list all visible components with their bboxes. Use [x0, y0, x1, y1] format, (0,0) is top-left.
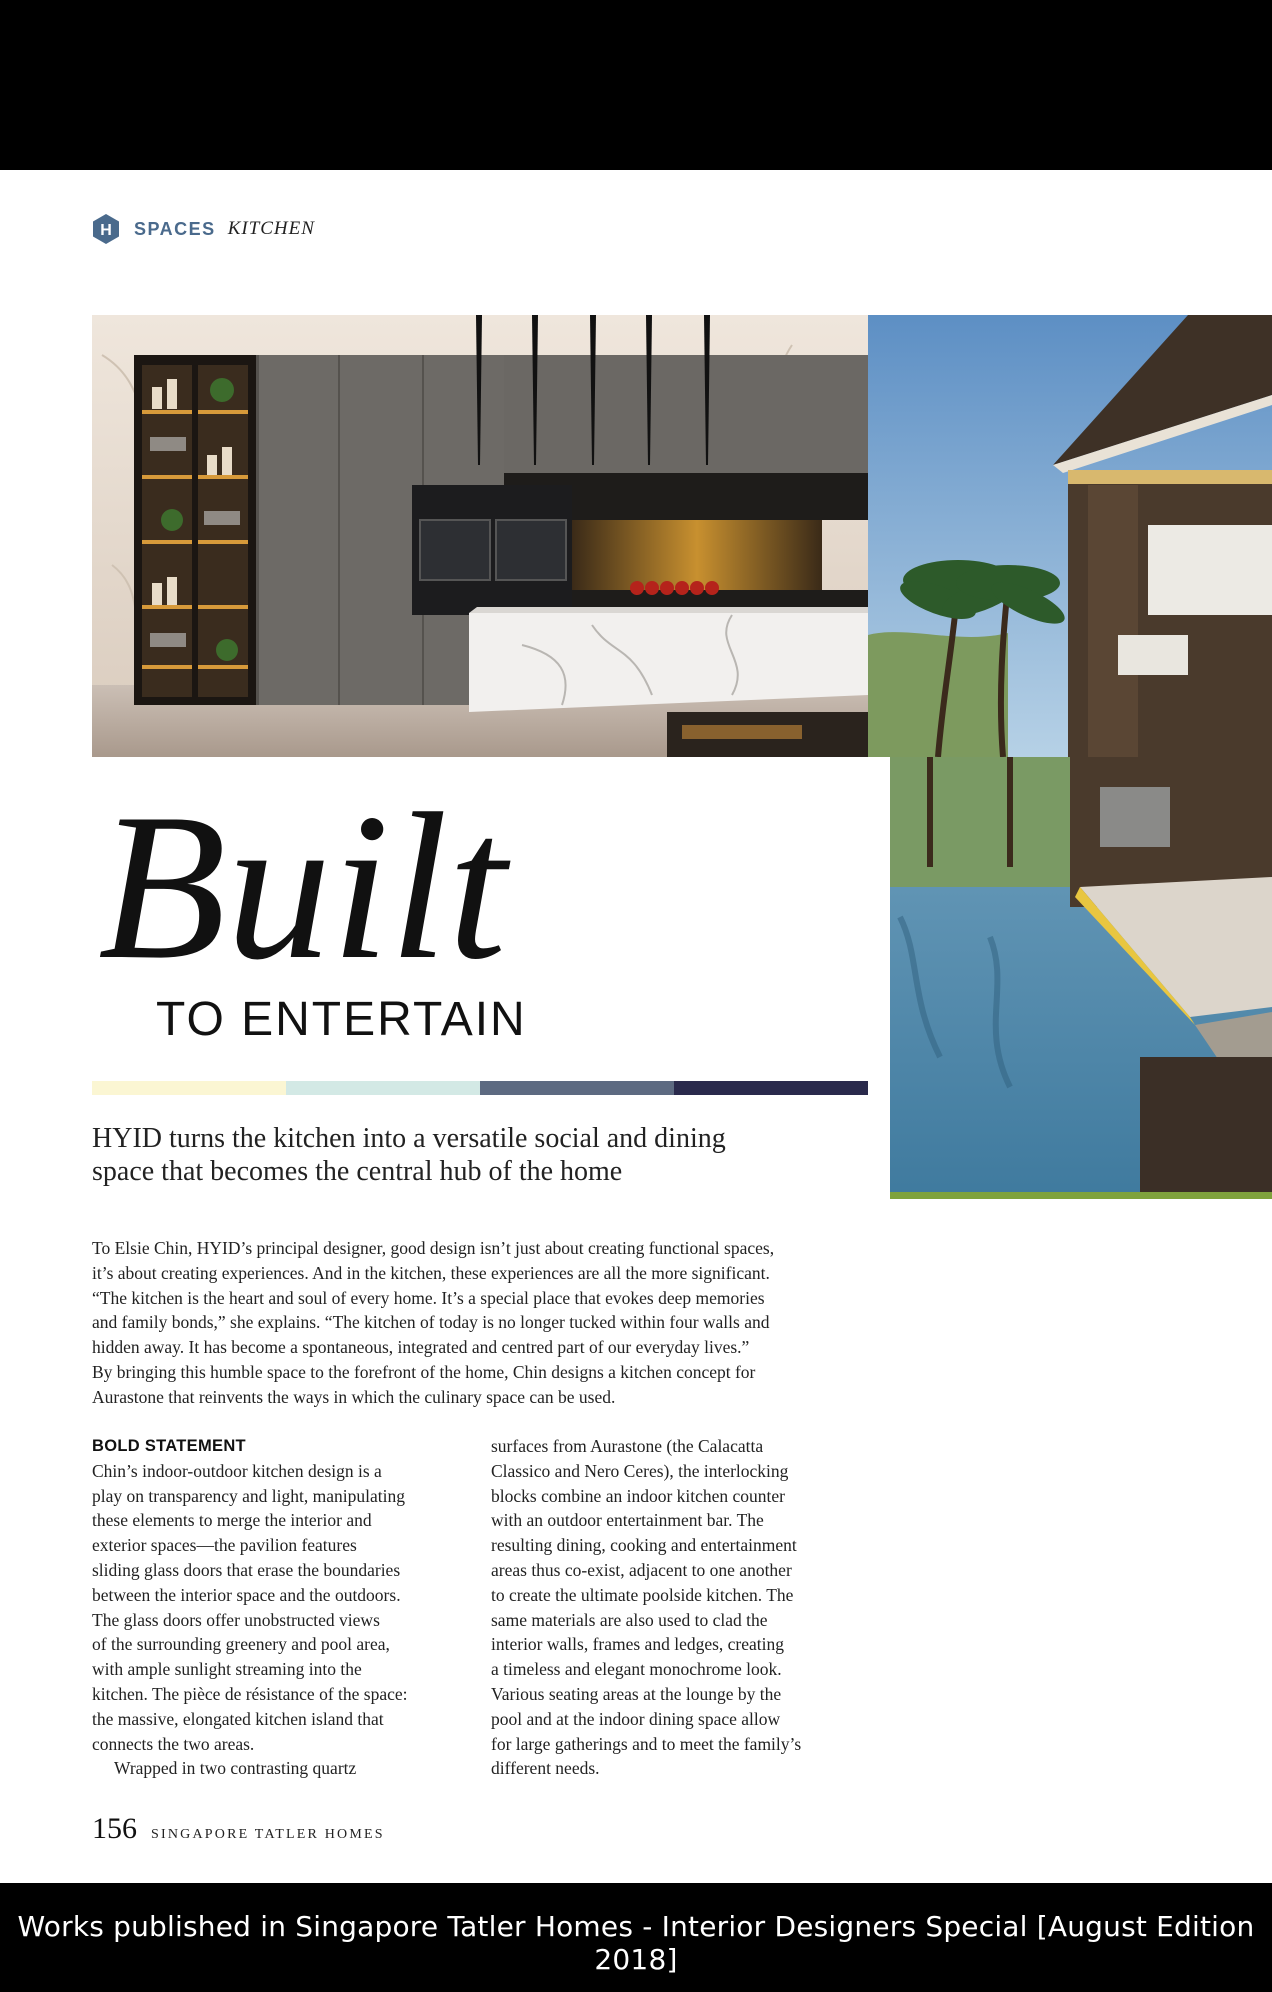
body-line: areas thus co-exist, adjacent to one another	[491, 1559, 792, 1580]
standfirst	[92, 1122, 792, 1188]
body-line: Classico and Nero Ceres), the interlocking	[491, 1460, 789, 1481]
intro-line: “The kitchen is the heart and soul of every home. It’s a special place that evokes deep memories	[92, 1287, 765, 1308]
title-script-text: Built	[98, 771, 507, 992]
intro-line: it’s about creating experiences. And in the kitchen, these experiences are all the more significant.	[92, 1262, 770, 1283]
intro-line: and family bonds,” she explains. “The kitchen of today is no longer tucked within four walls and	[92, 1312, 770, 1333]
intro-line: To Elsie Chin, HYID’s principal designer, good design isn’t just about creating functional spaces,	[92, 1238, 775, 1258]
body-line: to create the ultimate poolside kitchen. The	[491, 1584, 794, 1605]
page-number: 156	[92, 1812, 137, 1845]
standfirst-line: space that becomes the central hub of the home	[92, 1156, 623, 1187]
color-swatch-2	[286, 1081, 480, 1095]
intro-line: hidden away. It has become a spontaneous, integrated and centred part of our everyday lives.”	[92, 1337, 750, 1358]
section-label: SPACES	[134, 218, 216, 239]
subhead: BOLD STATEMENT	[92, 1437, 246, 1455]
section-header	[92, 212, 315, 246]
body-line: between the interior space and the outdoors.	[92, 1584, 401, 1605]
body-line: kitchen. The pièce de résistance of the space:	[92, 1683, 408, 1704]
title-subtitle: TO ENTERTAIN	[156, 993, 527, 1046]
color-swatch-1	[92, 1081, 286, 1095]
color-strip	[92, 1081, 868, 1095]
body-line: of the surrounding greenery and pool area,	[92, 1634, 390, 1655]
body-line: pool and at the indoor dining space allow	[491, 1708, 781, 1729]
pool-pavilion-photo-lower	[890, 757, 1272, 1199]
kitchen-photo	[92, 315, 868, 757]
body-line: a timeless and elegant monochrome look.	[491, 1659, 782, 1680]
magazine-name: SINGAPORE TATLER HOMES	[151, 1827, 385, 1842]
intro-line: By bringing this humble space to the forefront of the home, Chin designs a kitchen concept for	[92, 1361, 756, 1382]
body-line: Wrapped in two contrasting quartz	[114, 1758, 357, 1779]
logo-letter: H	[100, 222, 112, 239]
body-line: Chin’s indoor-outdoor kitchen design is a	[92, 1460, 382, 1481]
title-script	[92, 762, 552, 992]
body-line: different needs.	[491, 1758, 600, 1779]
body-line: The glass doors offer unobstructed views	[92, 1609, 380, 1630]
body-line: surfaces from Aurastone (the Calacatta	[491, 1436, 764, 1456]
body-line: interior walls, frames and ledges, creating	[491, 1634, 785, 1655]
body-line: these elements to merge the interior and	[92, 1510, 372, 1531]
body-line: with an outdoor entertainment bar. The	[491, 1510, 764, 1531]
color-swatch-3	[480, 1081, 674, 1095]
body-line: with ample sunlight streaming into the	[92, 1659, 362, 1680]
magazine-hex-logo-icon	[92, 213, 120, 245]
body-line: same materials are also used to clad the	[491, 1609, 768, 1630]
body-line: play on transparency and light, manipulating	[92, 1485, 405, 1506]
page-folio	[92, 1812, 385, 1846]
intro-line: Aurastone that reinvents the ways in which the culinary space can be used.	[92, 1386, 616, 1407]
body-column-2	[491, 1434, 871, 1781]
standfirst-line: HYID turns the kitchen into a versatile social and dining	[92, 1123, 726, 1154]
top-black-bar	[0, 0, 1272, 170]
body-line: the massive, elongated kitchen island that	[92, 1708, 384, 1729]
pool-pavilion-photo-upper	[868, 315, 1272, 757]
subsection-label: KITCHEN	[227, 218, 315, 239]
body-line: sliding glass doors that erase the boundaries	[92, 1559, 401, 1580]
body-line: Various seating areas at the lounge by the	[491, 1683, 782, 1704]
body-column-1	[92, 1434, 464, 1781]
body-line: blocks combine an indoor kitchen counter	[491, 1485, 786, 1506]
body-line: exterior spaces—the pavilion features	[92, 1535, 357, 1556]
body-line: for large gatherings and to meet the family’s	[491, 1733, 802, 1754]
caption: Works published in Singapore Tatler Homes - Interior Designers Special [August Edition 2018]	[17, 1910, 1255, 1976]
body-line: connects the two areas.	[92, 1733, 255, 1754]
color-swatch-4	[674, 1081, 868, 1095]
intro-paragraph	[92, 1236, 870, 1410]
body-line: resulting dining, cooking and entertainment	[491, 1535, 797, 1556]
